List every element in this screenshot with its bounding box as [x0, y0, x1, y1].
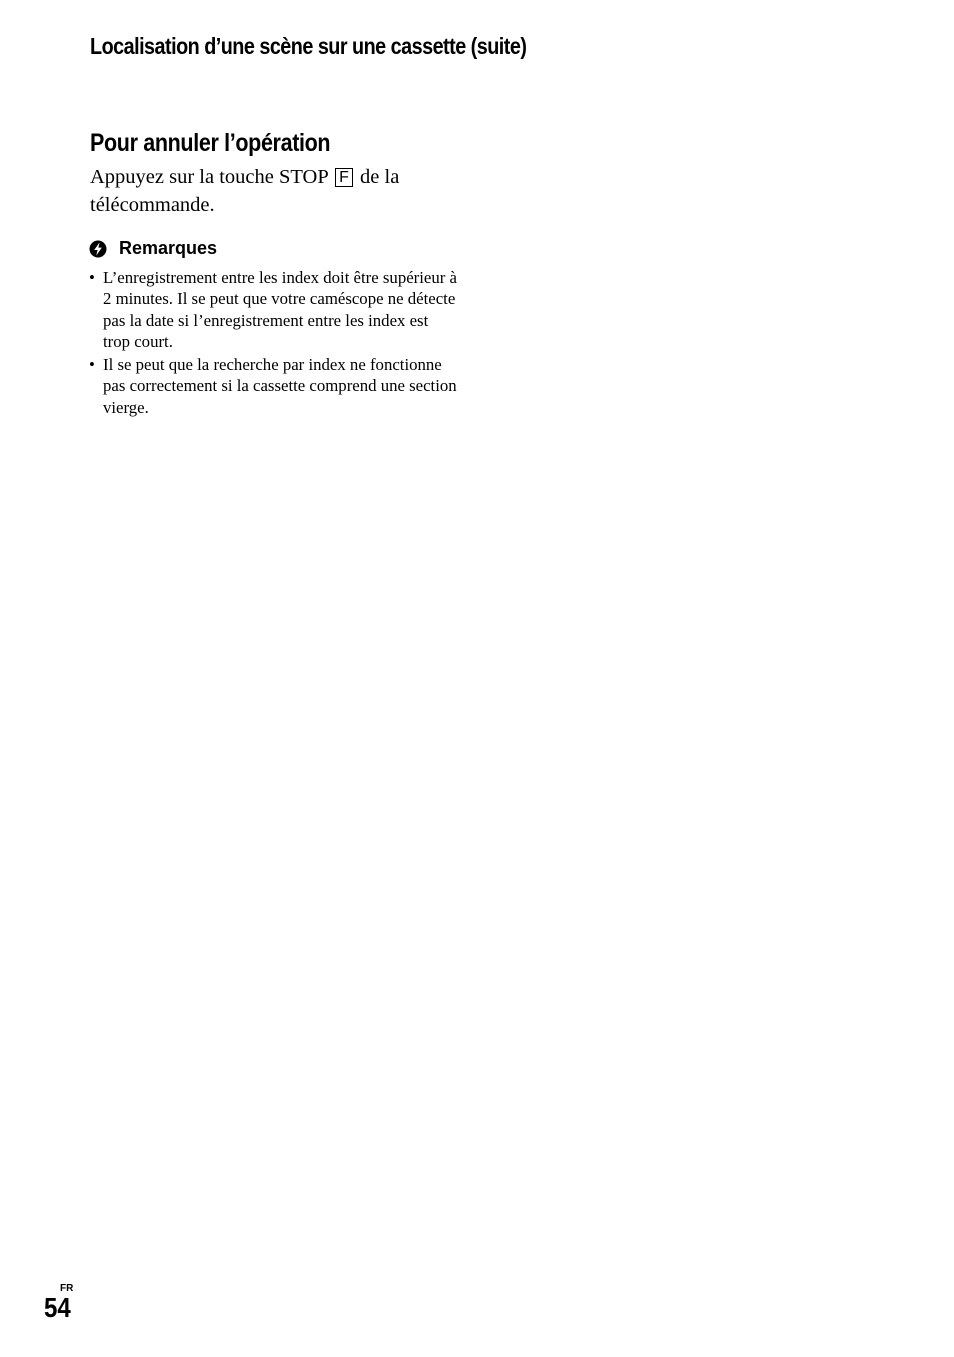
running-header-title: Localisation d’une scène sur une cassette (suite): [90, 33, 527, 59]
notes-list: [89, 267, 459, 420]
page-language-code: FR: [60, 1283, 74, 1294]
note-item: • L’enregistrement entre les index doit être supérieur à 2 minutes. Il se peut que votre caméscope ne détecte pas la date si l’enregistrement entre les index est trop court.: [89, 267, 459, 352]
note-warning-icon: [89, 240, 107, 258]
notes-heading-label: Remarques: [119, 238, 218, 258]
note-item: • Il se peut que la recherche par index ne fonctionne pas correctement si la cassette comprend une section vierge.: [89, 354, 459, 418]
stop-key-label: F: [335, 168, 353, 187]
page-number: 54: [44, 1292, 71, 1323]
instruction-text-before: Appuyez sur la touche STOP: [90, 166, 328, 188]
notes-heading: [89, 238, 217, 259]
instruction-paragraph: [90, 163, 450, 219]
section-title: Pour annuler l’opération: [90, 129, 331, 157]
instruction-text-after: de la télécommande.: [90, 166, 400, 216]
